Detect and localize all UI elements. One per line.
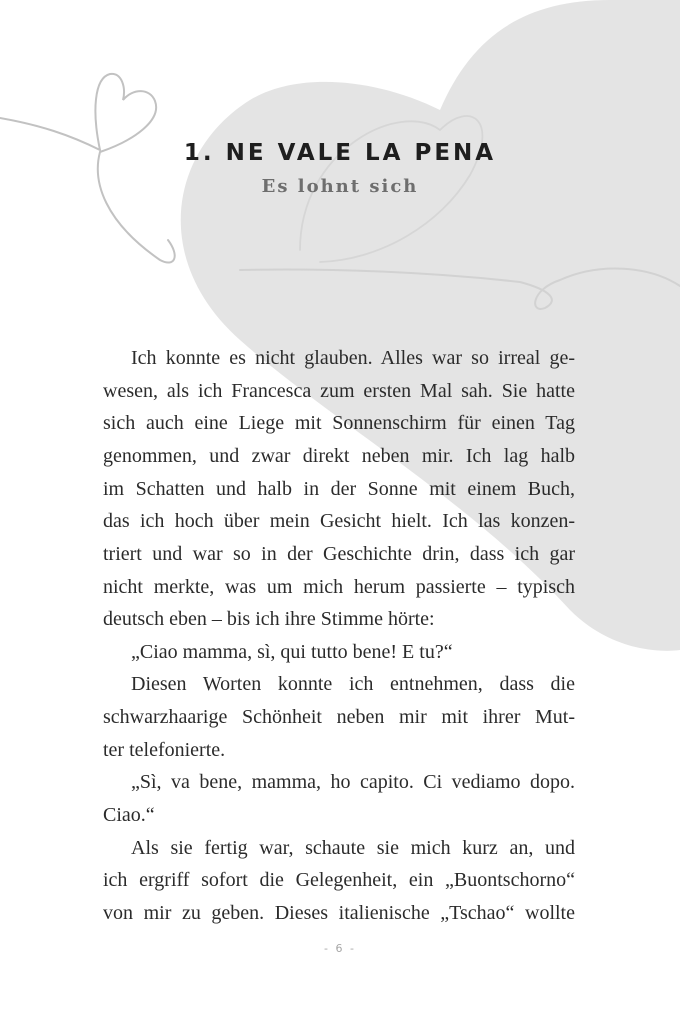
text-line: im Schatten und halb in der Sonne mit einem Buch,: [103, 477, 575, 500]
text-line: Ich konnte es nicht glauben. Alles war so irreal ge-: [131, 347, 575, 369]
text-line: ich ergriff sofort die Gelegenheit, ein „Buontschorno“: [103, 869, 575, 892]
chapter-subtitle: Es lohnt sich: [261, 176, 419, 197]
chapter-title: 1. NE VALE LA PENA: [183, 140, 497, 166]
text-line: Diesen Worten konnte ich entnehmen, dass die: [131, 673, 575, 696]
text-line: wesen, als ich Francesca zum ersten Mal sah. Sie hatte: [103, 379, 575, 402]
text-line: nicht merkte, was um mich herum passierte – typisch: [103, 575, 575, 598]
text-line: „Sì, va bene, mamma, ho capito. Ci vediamo dopo.: [131, 771, 575, 794]
text-line: triert und war so in der Geschichte drin, dass ich gar: [103, 542, 575, 565]
text-line: von mir zu geben. Dieses italienische „Tschao“ wollte: [103, 902, 575, 924]
text-line: ter telefonierte.: [103, 738, 226, 761]
text-line: „Ciao mamma, sì, qui tutto bene! E tu?“: [131, 640, 453, 663]
text-line: genommen, und zwar direkt neben mir. Ich lag halb: [103, 444, 575, 467]
text-line: deutsch eben – bis ich ihre Stimme hörte:: [103, 608, 435, 631]
page-number: - 6 -: [324, 942, 356, 955]
text-line: Ciao.“: [103, 804, 155, 827]
text-line: schwarzhaarige Schönheit neben mir mit ihrer Mut-: [103, 706, 575, 729]
text-line: sich auch eine Liege mit Sonnenschirm für einen Tag: [103, 412, 575, 435]
text-line: Als sie fertig war, schaute sie mich kurz an, und: [131, 836, 575, 859]
text-line: das ich hoch über mein Gesicht hielt. Ich las konzen-: [103, 510, 575, 533]
